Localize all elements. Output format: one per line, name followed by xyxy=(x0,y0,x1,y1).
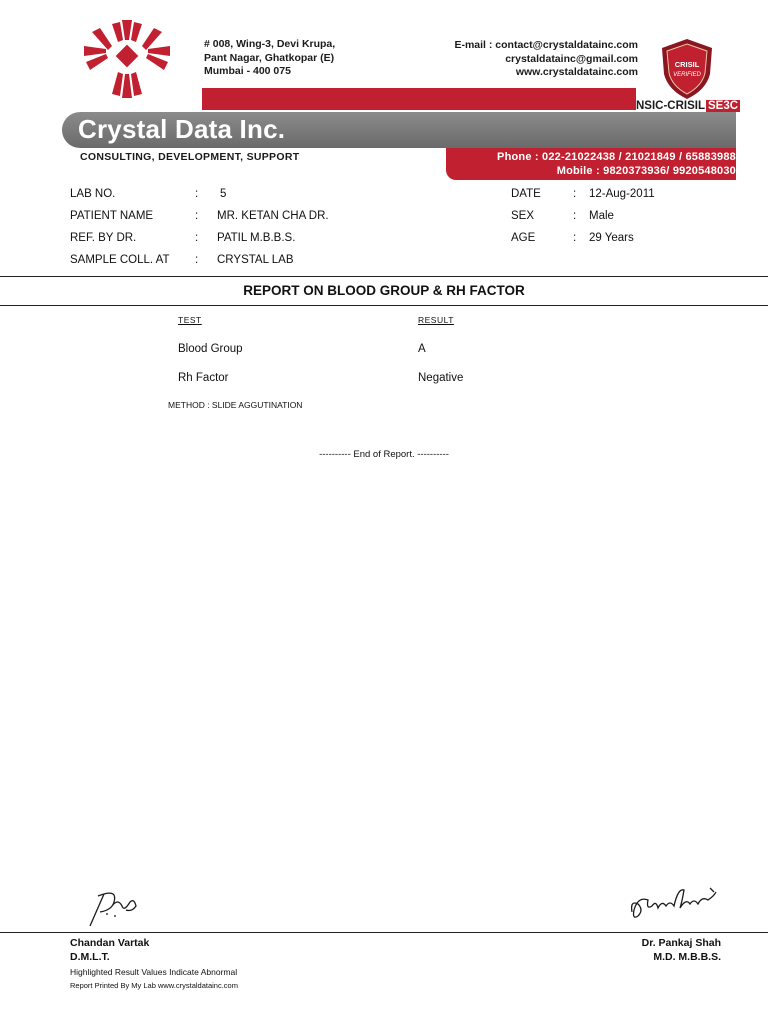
sex-value: Male xyxy=(589,210,614,222)
lab-no-value: 5 xyxy=(220,188,227,200)
age-value: 29 Years xyxy=(589,232,634,244)
left-signatory-name: Chandan Vartak xyxy=(70,937,150,949)
ref-label: REF. BY DR. xyxy=(70,232,137,244)
report-title: REPORT ON BLOOD GROUP & RH FACTOR xyxy=(243,283,525,298)
patient-name-label: PATIENT NAME xyxy=(70,210,154,222)
website: www.crystaldatainc.com xyxy=(515,66,638,78)
phone-block xyxy=(497,151,736,178)
separator: : xyxy=(195,254,199,266)
age-label: AGE xyxy=(511,232,536,244)
footer-divider xyxy=(0,932,768,933)
left-signatory-qualification: D.M.L.T. xyxy=(70,951,110,963)
date-value: 12-Aug-2011 xyxy=(589,188,655,200)
method-note: METHOD : SLIDE AGGUTINATION xyxy=(168,400,303,410)
table-row-test: Blood Group xyxy=(178,343,243,355)
separator: : xyxy=(195,188,199,200)
separator: : xyxy=(573,210,577,222)
table-row-result: A xyxy=(418,343,426,355)
right-signatory-qualification: M.D. M.B.B.S. xyxy=(653,951,721,963)
signature-left xyxy=(84,884,144,932)
patient-name-value: MR. KETAN CHA DR. xyxy=(217,210,329,222)
badge-line-2: VERIFIED xyxy=(673,72,701,78)
address-line: Pant Nagar, Ghatkopar (E) xyxy=(204,51,335,64)
mobile-line: Mobile : 9820373936/ 9920548030 xyxy=(556,164,736,177)
col-header-test: TEST xyxy=(178,315,202,325)
printed-by-note: Report Printed By My Lab www.crystaldatainc.com xyxy=(70,981,238,990)
contact-block xyxy=(454,39,638,80)
email-alt: crystaldatainc@gmail.com xyxy=(505,52,638,65)
red-header-bar xyxy=(202,88,636,110)
divider xyxy=(0,276,768,277)
end-of-report: ---------- End of Report. ---------- xyxy=(319,449,449,460)
nsic-grade: SE3C xyxy=(708,99,739,112)
phone-line: Phone : 022-21022438 / 21021849 / 65883988 xyxy=(497,151,736,163)
sex-label: SEX xyxy=(511,210,535,222)
company-tagline: CONSULTING, DEVELOPMENT, SUPPORT xyxy=(80,151,300,163)
separator: : xyxy=(195,232,199,244)
separator: : xyxy=(573,188,577,200)
crisil-verified-badge xyxy=(660,38,714,100)
signature-right xyxy=(628,878,724,922)
lab-no-label: LAB NO. xyxy=(70,188,116,200)
date-label: DATE xyxy=(511,188,541,200)
abnormal-note: Highlighted Result Values Indicate Abnormal xyxy=(70,967,238,977)
nsic-text: NSIC-CRISIL xyxy=(636,99,705,112)
divider xyxy=(0,305,768,306)
table-row-test: Rh Factor xyxy=(178,372,229,384)
email-line: E-mail : contact@crystaldatainc.com xyxy=(454,39,638,51)
table-row-result: Negative xyxy=(418,372,464,384)
separator: : xyxy=(573,232,577,244)
sample-label: SAMPLE COLL. AT xyxy=(70,254,170,266)
company-logo xyxy=(82,18,172,102)
col-header-result: RESULT xyxy=(418,315,454,325)
address-line: Mumbai - 400 075 xyxy=(204,65,291,77)
address-line: # 008, Wing-3, Devi Krupa, xyxy=(204,38,336,50)
badge-line-1: CRISIL xyxy=(674,60,700,69)
right-signatory-name: Dr. Pankaj Shah xyxy=(641,937,721,949)
sample-value: CRYSTAL LAB xyxy=(217,254,294,266)
company-name: Crystal Data Inc. xyxy=(78,114,286,144)
ref-value: PATIL M.B.B.S. xyxy=(217,232,296,244)
separator: : xyxy=(195,210,199,222)
company-address xyxy=(204,38,335,79)
